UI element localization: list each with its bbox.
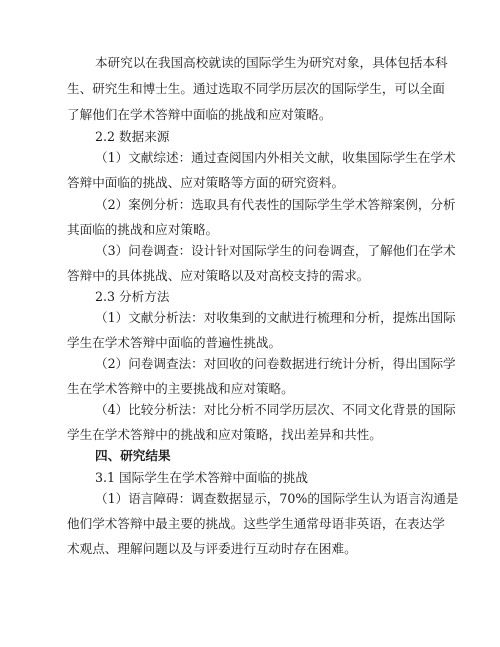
section-heading: 2.2 数据来源: [95, 129, 170, 144]
paragraph-line: 本研究以在我国高校就读的国际学生为研究对象，具体包括本科: [95, 55, 448, 70]
paragraph-line: 他们学术答辩中最主要的挑战。这些学生通常母语非英语，在表达学: [67, 516, 445, 531]
paragraph-line: 答辩中的具体挑战、应对策略以及对高校支持的需求。: [67, 268, 370, 283]
section-heading: 2.3 分析方法: [95, 289, 170, 304]
paragraph-line: 学生在学术答辩中面临的普遍性挑战。: [67, 335, 282, 350]
section-heading: 3.1 国际学生在学术答辩中面临的挑战: [95, 470, 308, 485]
paragraph-line: 了解他们在学术答辩中面临的挑战和应对策略。: [67, 107, 332, 122]
paragraph-line: 生在学术答辩中的主要挑战和应对策略。: [67, 381, 294, 396]
paragraph-line: 其面临的挑战和应对策略。: [67, 222, 219, 237]
paragraph-line: （1）文献综述：通过查阅国内外相关文献，收集国际学生在学术: [95, 150, 456, 165]
chapter-heading: 四、研究结果: [95, 448, 171, 463]
paragraph-line: （2）案例分析：选取具有代表性的国际学生学术答辩案例，分析: [95, 197, 456, 212]
paragraph-line: 生、研究生和博士生。通过选取不同学历层次的国际学生，可以全面: [67, 81, 445, 96]
paragraph-line: 术观点、理解问题以及与评委进行互动时存在困难。: [67, 541, 357, 556]
paragraph-line: （3）问卷调查：设计针对国际学生的问卷调查，了解他们在学术: [95, 243, 456, 258]
paragraph-line: （2）问卷调查法：对回收的问卷数据进行统计分析，得出国际学: [95, 356, 456, 371]
paragraph-line: （1）文献分析法：对收集到的文献进行梳理和分析，提炼出国际: [95, 310, 456, 325]
paragraph-line: 学生在学术答辩中的挑战和应对策略，找出差异和共性。: [67, 427, 382, 442]
paragraph-line: （1）语言障碍：调查数据显示，70%的国际学生认为语言沟通是: [95, 491, 459, 506]
paragraph-line: （4）比较分析法：对比分析不同学历层次、不同文化背景的国际: [95, 402, 456, 417]
paragraph-line: 答辩中面临的挑战、应对策略等方面的研究资料。: [67, 175, 345, 190]
